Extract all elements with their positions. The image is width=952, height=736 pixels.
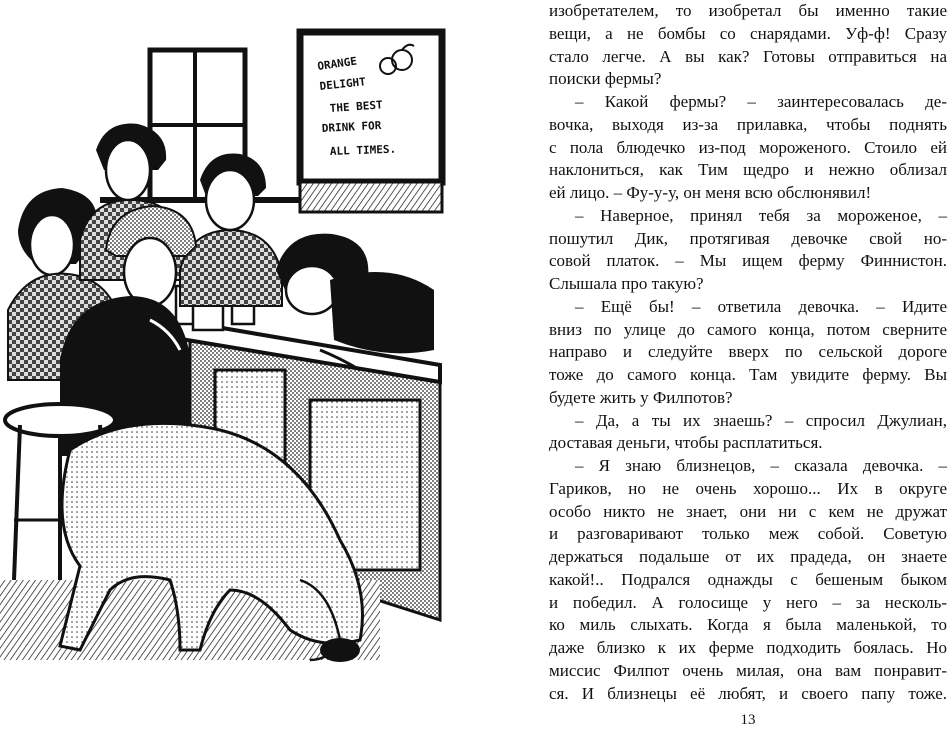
text-line: миссис Филпот очень милая, она вам понравит-	[549, 660, 947, 680]
text-line: – Наверное, принял тебя за мороженое, –	[575, 205, 947, 225]
sign-line-4: DRINK FOR	[321, 118, 382, 135]
ice-cream-parlour-illustration	[0, 20, 446, 700]
text-line: вниз по улице до самого конца, потом сверните	[549, 319, 947, 339]
illustration	[0, 20, 446, 700]
text-line: вещи, а не бомбы со снарядами. Уф-ф! Сразу	[549, 23, 947, 43]
sign-line-1: ORANGE	[316, 54, 358, 73]
orange-delight-sign	[300, 32, 442, 212]
sign-line-3: THE BEST	[329, 98, 384, 115]
text-line: стало легче. А вы как? Готовы отправиться на	[549, 46, 947, 66]
sign-line-5: ALL TIMES.	[329, 142, 397, 158]
text-line: изобретателем, то изобретал бы именно такие	[549, 1, 947, 20]
body-text	[549, 0, 947, 705]
text-line: поиски фермы?	[549, 69, 662, 89]
text-line: даже близко к их ферме подходить боялась. Но	[549, 638, 947, 657]
text-line: особо никто не знает, они ни с кем не дружат	[549, 501, 947, 521]
text-line: – Какой фермы? – заинтересовалась де-	[575, 92, 947, 111]
text-line: будете жить у Филпотов?	[549, 387, 733, 407]
text-line: тоже до самого конца. Там увидите ферму. Вы	[549, 365, 947, 384]
text-line: с пола блюдечко из-под мороженого. Стоило ей	[549, 137, 947, 157]
text-line: вочка, выходя из-за прилавка, чтобы поднять	[549, 114, 947, 134]
text-line: ей лицо. – Фу-у-у, он меня всю обслюнявил!	[549, 183, 872, 202]
text-line: какой!.. Подрался однажды с бешеным быком	[549, 569, 947, 589]
text-line: – Да, а ты их знаешь? – спросил Джулиан,	[575, 410, 947, 430]
text-line: ко миль слыхать. Когда я была маленькой, то	[549, 615, 947, 635]
text-line: доставая деньги, чтобы расплатиться.	[549, 433, 823, 453]
text-line: совой платок. – Мы ищем ферму Финнистон.	[549, 251, 947, 271]
text-line: – Ещё бы! – ответила девочка. – Идите	[575, 296, 947, 316]
text-line: Гариков, но не очень хорошо... Их в округе	[549, 478, 947, 498]
text-line: направо и следуйте вверх по сельской дороге	[549, 342, 947, 362]
text-line: наклониться, как Тим щедро и нежно облизал	[549, 160, 947, 180]
text-line: и победил. А голосище у него – за несколь-	[549, 592, 947, 612]
sign-line-2: DELIGHT	[318, 75, 367, 93]
text-line: держаться подальше от их прадеда, он знаете	[549, 547, 947, 566]
text-line: Слышала про такую?	[549, 274, 704, 293]
text-line: и разговаривают только меж собой. Советую	[549, 524, 947, 544]
text-line: ся. И близнецы её любят, и своего папу тоже.	[549, 683, 947, 703]
text-line: – Я знаю близнецов, – сказала девочка. –	[575, 456, 947, 475]
page-number: 13	[740, 712, 756, 728]
text-line: пошутил Дик, протягивая девочке свой но-	[549, 228, 947, 248]
